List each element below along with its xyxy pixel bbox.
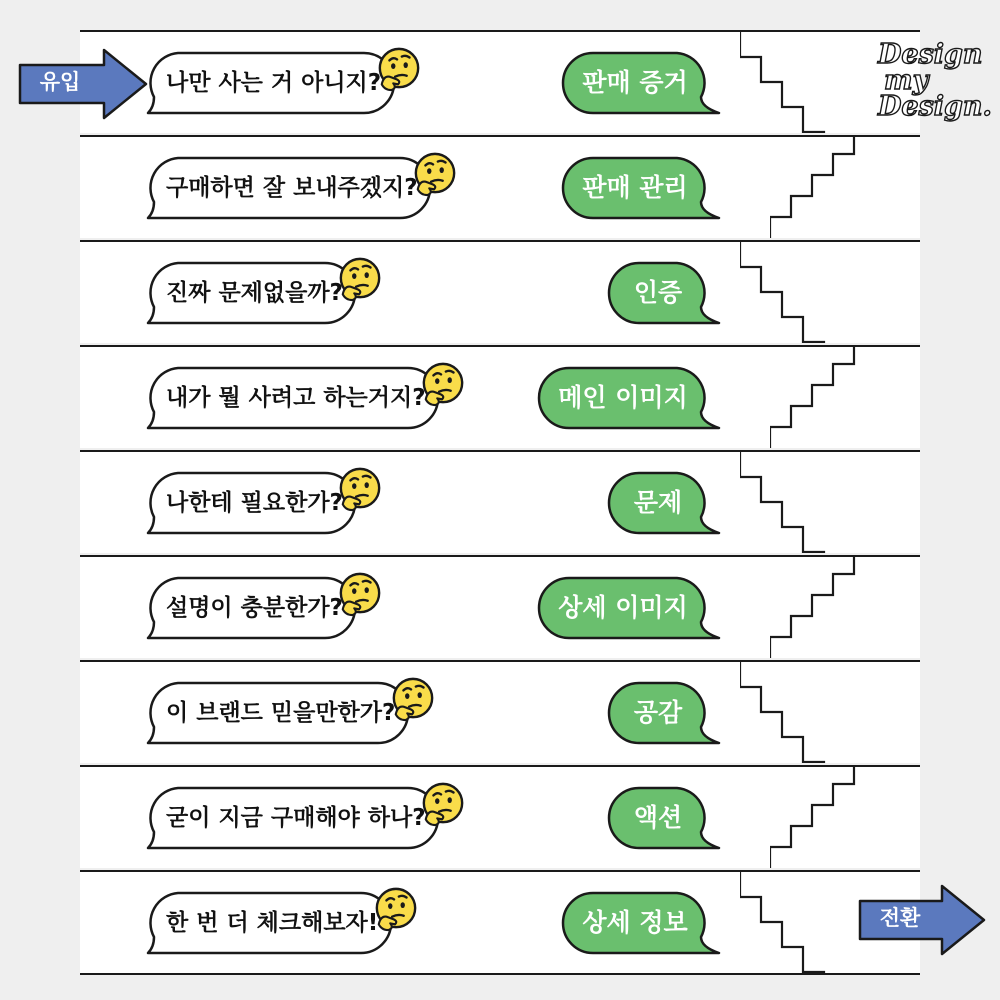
thinking-face-icon [337,571,383,617]
question-bubble [148,262,355,326]
answer-bubble [608,682,708,746]
funnel-step [80,765,920,868]
thinking-face-icon [420,361,466,407]
question-bubble [148,892,391,956]
funnel-step [80,240,920,343]
question-text: 설명이 충분한가? [166,595,343,621]
thinking-face-icon [376,46,422,92]
funnel-steps [80,30,920,975]
question-bubble [148,367,438,431]
question-bubble [148,472,355,536]
answer-bubble [562,157,708,221]
thinking-face-icon [420,781,466,827]
answer-bubble [562,892,708,956]
question-bubble [148,157,430,221]
funnel-step [80,870,920,975]
answer-text: 판매 증거 [582,68,688,97]
question-text: 진짜 문제없을까? [166,280,343,306]
question-text: 내가 뭘 사려고 하는거지? [166,385,426,411]
stairs-down [740,662,830,763]
stairs-down [740,872,830,973]
answer-bubble [538,367,708,431]
thinking-face-icon [390,676,436,722]
answer-text: 액션 [633,803,683,832]
answer-bubble [608,787,708,851]
question-text: 구매하면 잘 보내주겠지? [166,175,418,201]
answer-text: 문제 [633,488,683,517]
logo-line-2: my [884,65,929,96]
funnel-step [80,135,920,238]
thinking-face-icon [337,256,383,302]
design-my-design-logo [878,39,992,122]
question-bubble [148,52,394,116]
stairs-up [770,137,860,238]
stairs-up [770,347,860,448]
question-bubble [148,787,438,851]
thinking-face-icon [412,151,458,197]
stairs-up [770,557,860,658]
thinking-face-icon [373,886,419,932]
thinking-face-icon [337,466,383,512]
stairs-down [740,242,830,343]
answer-bubble [538,577,708,641]
answer-text: 메인 이미지 [558,383,688,412]
logo-line-1: Design [878,39,983,70]
answer-text: 인증 [633,278,683,307]
answer-bubble [562,52,708,116]
answer-bubble [608,262,708,326]
question-text: 나만 사는 거 아니지? [166,70,382,96]
question-text: 이 브랜드 믿을만한가? [166,700,396,726]
funnel-step [80,30,920,133]
question-bubble [148,577,355,641]
answer-bubble [608,472,708,536]
question-text: 한 번 더 체크해보자! [166,910,379,936]
answer-text: 상세 이미지 [558,593,688,622]
question-bubble [148,682,408,746]
funnel-step [80,345,920,448]
answer-text: 공감 [633,698,683,727]
stairs-up [770,767,860,868]
answer-text: 판매 관리 [582,173,688,202]
question-text: 굳이 지금 구매해야 하나? [166,805,426,831]
entry-label: 유입 [39,70,81,94]
stairs-down [740,32,830,133]
question-text: 나한테 필요한가? [166,490,343,516]
funnel-step [80,555,920,658]
logo-line-3: Design. [878,91,992,122]
funnel-step [80,660,920,763]
stairs-down [740,452,830,553]
exit-label: 전환 [879,906,921,930]
funnel-step [80,450,920,553]
answer-text: 상세 정보 [582,908,688,937]
